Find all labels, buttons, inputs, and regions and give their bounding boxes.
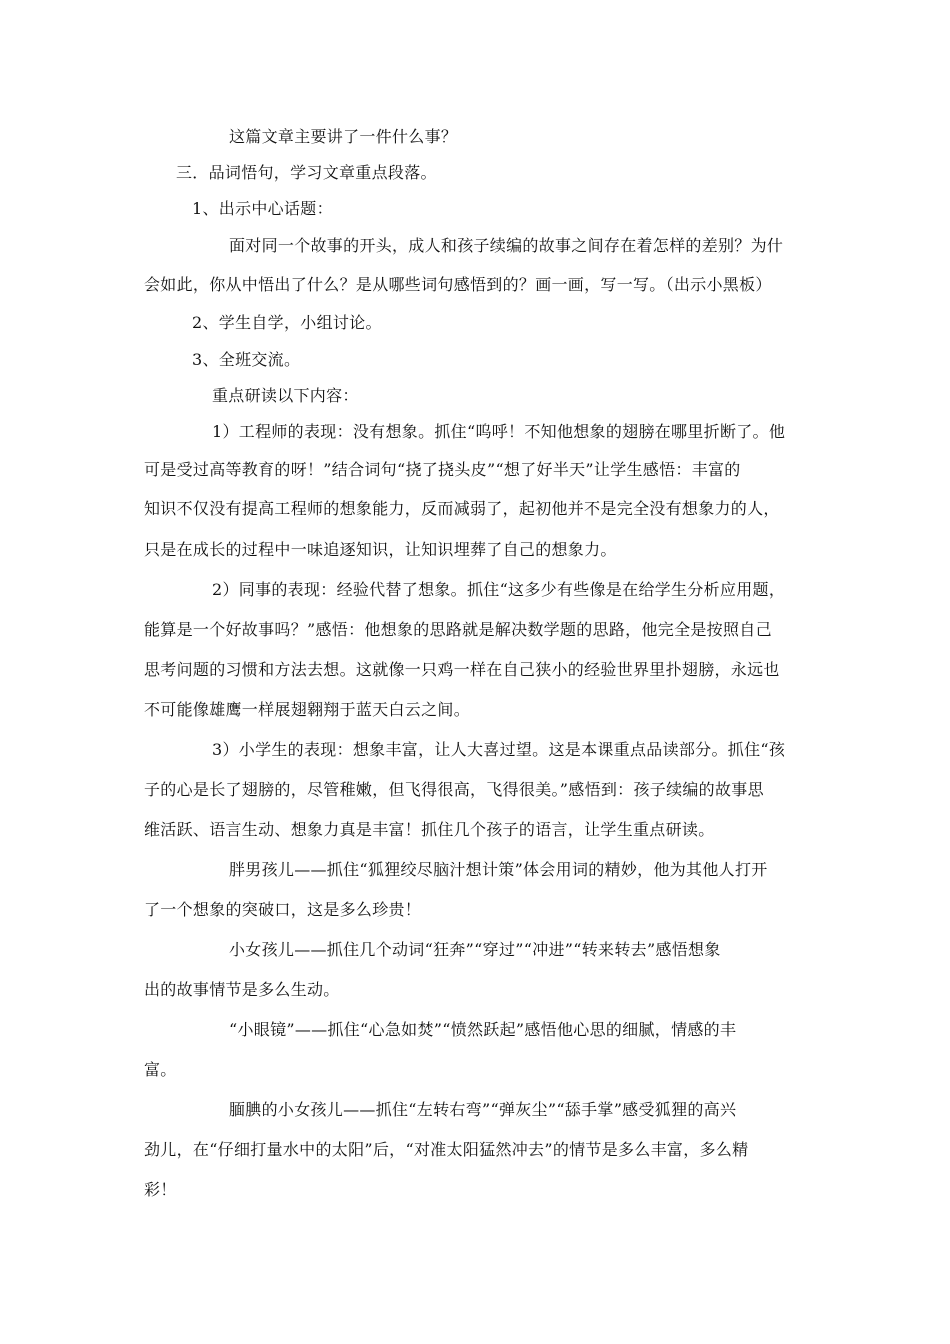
text-line: 维活跃、语言生动、想象力真是丰富！抓住几个孩子的语言，让学生重点研读。 [144, 820, 715, 839]
text-line: 思考问题的习惯和方法去想。这就像一只鸡一样在自己狭小的经验世界里扑翅膀，永远也 [144, 660, 780, 679]
section-heading: 三．品词悟句，学习文章重点段落。 [176, 163, 437, 182]
text-line: 会如此，你从中悟出了什么？是从哪些词句感悟到的？画一画，写一写。（出示小黑板） [144, 275, 772, 294]
text-line: 胖男孩儿——抓住“狐狸绞尽脑汁想计策”体会用词的精妙，他为其他人打开 [229, 860, 768, 879]
text-line: 2、学生自学，小组讨论。 [192, 313, 382, 332]
text-line: 出的故事情节是多么生动。 [144, 980, 340, 999]
text-line: 重点研读以下内容： [212, 386, 359, 405]
text-line: 面对同一个故事的开头，成人和孩子续编的故事之间存在着怎样的差别？为什 [229, 236, 784, 255]
text-line: 腼腆的小女孩儿——抓住“左转右弯”“弹灰尘”“舔手掌”感受狐狸的高兴 [229, 1100, 737, 1119]
text-line: 知识不仅没有提高工程师的想象能力，反而减弱了，起初他并不是完全没有想象力的人， [144, 499, 780, 518]
text-line: 能算是一个好故事吗？”感悟：他想象的思路就是解决数学题的思路，他完全是按照自己 [144, 620, 772, 639]
text-line: 只是在成长的过程中一味追逐知识，让知识埋葬了自己的想象力。 [144, 540, 617, 559]
text-line: 1）工程师的表现：没有想象。抓住“呜呼！不知他想象的翅膀在哪里折断了。他 [212, 422, 786, 441]
text-line: 彩！ [144, 1180, 177, 1199]
text-line: “小眼镜”——抓住“心急如焚”“愤然跃起”感悟他心思的细腻，情感的丰 [229, 1020, 737, 1039]
text-line: 子的心是长了翅膀的，尽管稚嫩，但飞得很高，飞得很美。”感悟到：孩子续编的故事思 [144, 780, 764, 799]
text-line: 3、全班交流。 [192, 350, 301, 369]
text-line: 2）同事的表现：经验代替了想象。抓住“这多少有些像是在给学生分析应用题， [212, 580, 786, 599]
text-line: 可是受过高等教育的呀！”结合词句“挠了挠头皮”“想了好半天”让学生感悟：丰富的 [144, 460, 741, 479]
text-line: 不可能像雄鹰一样展翅翱翔于蓝天白云之间。 [144, 700, 471, 719]
text-line: 小女孩儿——抓住几个动词“狂奔”“穿过”“冲进”“转来转去”感悟想象 [229, 940, 721, 959]
text-line: 1、出示中心话题： [192, 199, 333, 218]
text-line: 劲儿，在“仔细打量水中的太阳”后，“对准太阳猛然冲去”的情节是多么丰富，多么精 [144, 1140, 749, 1159]
text-line: 了一个想象的突破口，这是多么珍贵！ [144, 900, 422, 919]
text-line: 富。 [144, 1060, 177, 1079]
text-line: 3）小学生的表现：想象丰富，让人大喜过望。这是本课重点品读部分。抓住“孩 [212, 740, 786, 759]
text-line: 这篇文章主要讲了一件什么事？ [229, 127, 458, 146]
